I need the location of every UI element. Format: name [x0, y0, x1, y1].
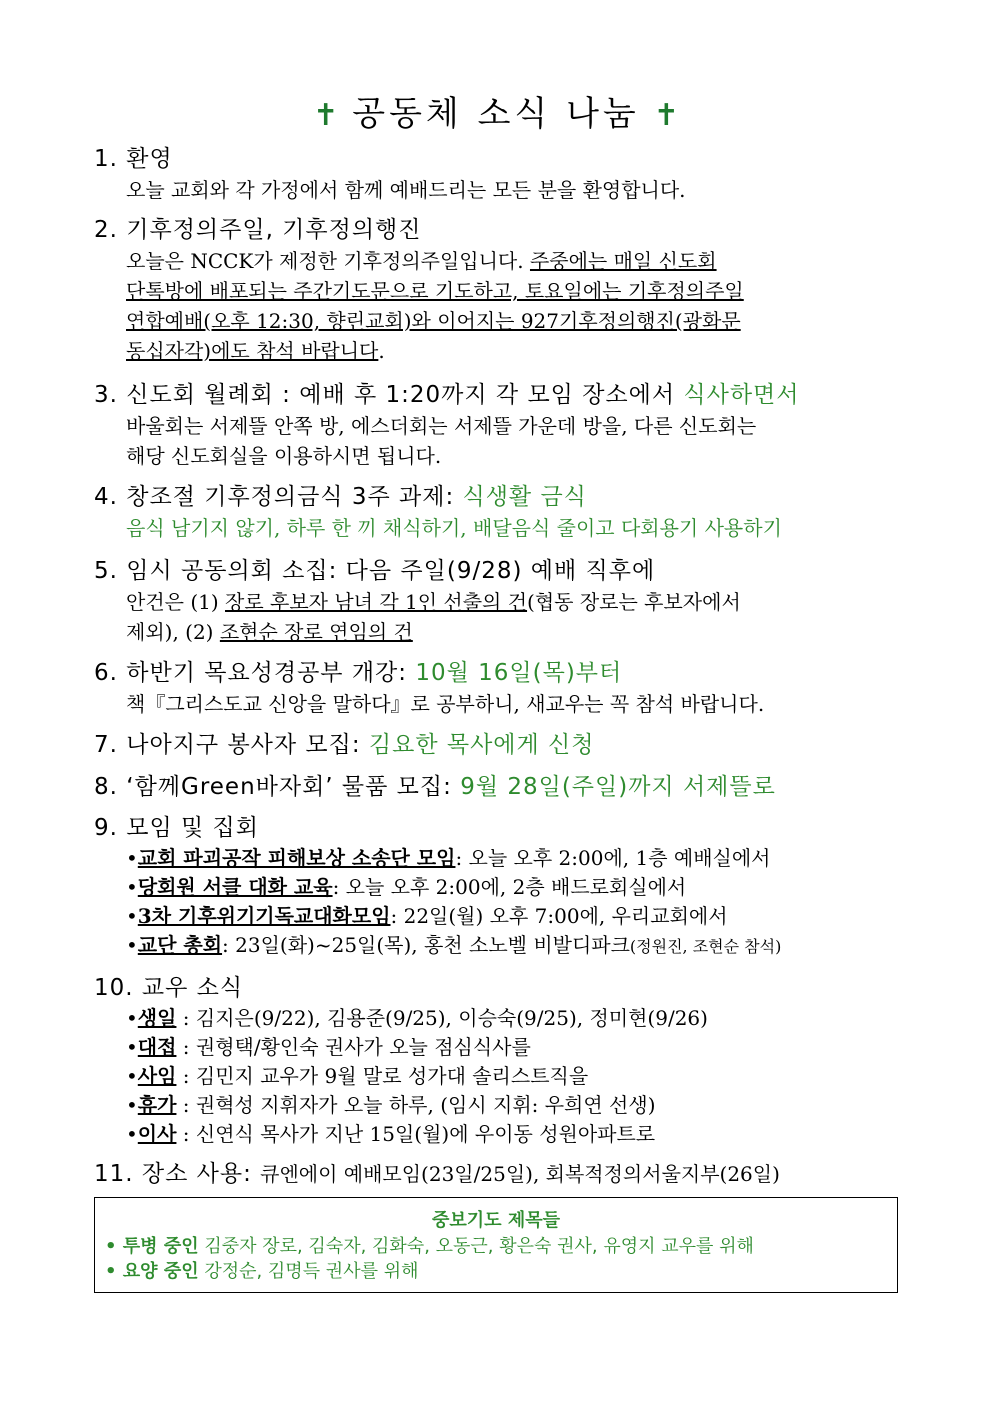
list-item: •당회원 서클 대화 교육: 오늘 오후 2:00에, 2층 배드로회실에서 — [126, 875, 687, 899]
list-item: •교단 총회: 23일(화)~25일(목), 홍천 소노벨 비발디파크(정원진, 조현순 참석) — [126, 933, 782, 957]
list-item: •사임 : 김민지 교우가 9월 말로 성가대 솔리스트직을 — [126, 1064, 589, 1088]
section-heading: 3. 신도회 월례회 : 예배 후 1:20까지 각 모임 장소에서 식사하면서 — [94, 382, 800, 408]
section-heading: 9. 모임 및 집회 — [94, 815, 259, 841]
cross-icon: ✝ — [313, 98, 339, 133]
section-body-line: 연합예배(오후 12:30, 향린교회)와 이어지는 927기후정의행진(광화문 — [126, 309, 741, 333]
section-heading: 11. 장소 사용: 큐엔에이 예배모임(23일/25일), 회복적정의서울지부(26일) — [94, 1161, 780, 1187]
prayer-line: • 투병 중인 김중자 장로, 김숙자, 김화숙, 오동근, 황은숙 권사, 유영지 교우를 위해 — [105, 1236, 754, 1257]
section-bazaar — [94, 771, 904, 803]
section-fellowship-meeting — [94, 379, 904, 471]
section-heading: 2. 기후정의주일, 기후정의행진 — [94, 217, 422, 243]
section-heading: 10. 교우 소식 — [94, 975, 244, 1001]
list-item: •대접 : 권형택/황인숙 권사가 오늘 점심식사를 — [126, 1035, 531, 1059]
prayer-box — [94, 1197, 898, 1293]
section-congregation-meeting — [94, 555, 904, 647]
section-member-news — [94, 972, 904, 1149]
section-heading: 8. ‘함께Green바자회’ 물품 모집: 9월 28일(주일)까지 서제뜰로 — [94, 774, 776, 800]
section-body-line: 책『그리스도교 신앙을 말하다』로 공부하니, 새교우는 꼭 참석 바랍니다. — [126, 692, 765, 716]
section-body-line: 안건은 (1) 장로 후보자 남녀 각 1인 선출의 건(협동 장로는 후보자에서 — [126, 590, 741, 614]
prayer-title: 중보기도 제목들 — [432, 1210, 560, 1231]
page-title-text: 공동체 소식 나눔 — [352, 94, 640, 134]
list-item: •3차 기후위기기독교대화모임: 22일(월) 오후 7:00에, 우리교회에서 — [126, 904, 728, 928]
section-body-line: 제외), (2) 조현순 장로 연임의 건 — [126, 620, 413, 644]
section-body-line: 음식 남기지 않기, 하루 한 끼 채식하기, 배달음식 줄이고 다회용기 사용하기 — [126, 516, 782, 540]
section-volunteers — [94, 729, 904, 761]
section-climate-sunday — [94, 214, 904, 366]
section-body-line: 바울회는 서제뜰 안쪽 방, 에스더회는 서제뜰 가운데 방을, 다른 신도회는 — [126, 414, 757, 438]
list-item: •휴가 : 권혁성 지휘자가 오늘 하루, (임시 지휘: 우희연 선생) — [126, 1093, 656, 1117]
section-heading: 1. 환영 — [94, 146, 173, 172]
section-body-line: 단톡방에 배포되는 주간기도문으로 기도하고, 토요일에는 기후정의주일 — [126, 279, 744, 303]
list-item: •이사 : 신연식 목사가 지난 15일(월)에 우이동 성원아파트로 — [126, 1122, 656, 1146]
section-heading: 6. 하반기 목요성경공부 개강: 10월 16일(목)부터 — [94, 660, 623, 686]
list-item: •교회 파괴공작 피해보상 소송단 모임: 오늘 오후 2:00에, 1층 예배실에서 — [126, 846, 771, 870]
section-venue-use — [94, 1158, 904, 1190]
section-gatherings — [94, 812, 904, 961]
section-body-line: 해당 신도회실을 이용하시면 됩니다. — [126, 444, 442, 468]
section-heading: 4. 창조절 기후정의금식 3주 과제: 식생활 금식 — [94, 484, 587, 510]
section-body-line: 오늘은 NCCK가 제정한 기후정의주일입니다. 주중에는 매일 신도회 — [126, 249, 717, 273]
prayer-line: • 요양 중인 강정순, 김명득 권사를 위해 — [105, 1261, 419, 1282]
cross-icon: ✝ — [653, 98, 679, 133]
section-fasting — [94, 481, 904, 543]
section-welcome — [94, 143, 904, 205]
section-body-line: 동십자각)에도 참석 바랍니다. — [126, 339, 385, 363]
section-heading: 5. 임시 공동의회 소집: 다음 주일(9/28) 예배 직후에 — [94, 558, 656, 584]
section-bible-study — [94, 657, 904, 719]
page-title — [0, 92, 992, 138]
section-heading: 7. 나아지구 봉사자 모집: 김요한 목사에게 신청 — [94, 732, 595, 758]
list-item: •생일 : 김지은(9/22), 김용준(9/25), 이승숙(9/25), 정미현(9/26) — [126, 1006, 708, 1030]
section-body: 오늘 교회와 각 가정에서 함께 예배드리는 모든 분을 환영합니다. — [126, 178, 686, 202]
